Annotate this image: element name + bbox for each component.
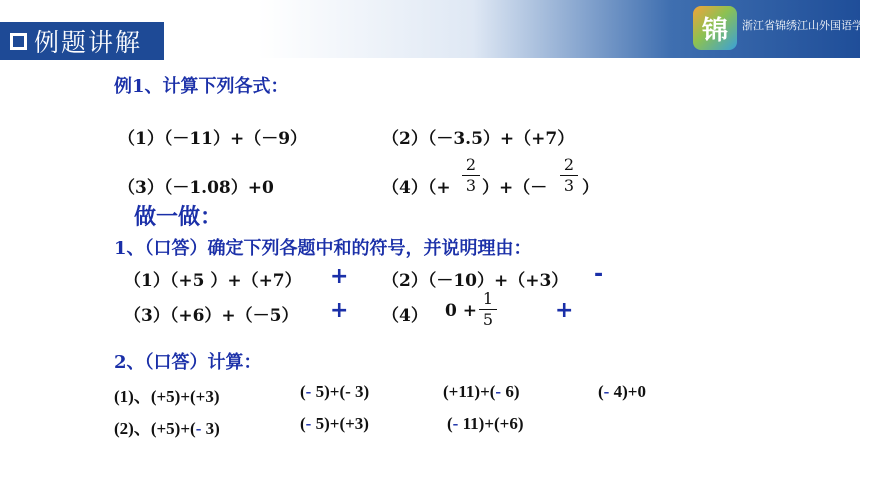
section-title xyxy=(0,22,164,60)
calc-text: 11)+(+6) xyxy=(458,414,524,433)
fraction-denominator: 3 xyxy=(465,176,477,195)
example1-heading: 例1、计算下列各式： xyxy=(114,76,289,97)
practice-heading: 做一做： xyxy=(134,204,223,230)
example1-problem-4-post: ） xyxy=(582,178,599,198)
school-name: 浙江省锦绣江山外国语学校 xyxy=(742,19,874,32)
calc-text: ( xyxy=(598,382,604,401)
fraction-denominator: 5 xyxy=(482,310,494,329)
sign-problem-3: （3）（+6）+（－5） xyxy=(124,306,299,326)
example1-problem-1: （1）（－11）+（－9） xyxy=(118,129,308,149)
minus-sign: - xyxy=(495,382,502,401)
school-logo-icon xyxy=(693,6,737,50)
calc-row2-col3 xyxy=(447,414,524,434)
square-bullet-icon xyxy=(10,33,27,50)
logo-glyph: 锦 xyxy=(701,15,728,46)
example1-problem-4-mid: ）+（－ xyxy=(482,178,548,198)
calc-text: 4)+0 xyxy=(609,382,646,401)
section-title-text: 例题讲解 xyxy=(34,28,143,57)
minus-sign: - xyxy=(305,382,312,401)
fraction-one-fifth xyxy=(479,290,497,329)
calc-row1-col1: (1)、(+5)+(+3) xyxy=(114,387,220,406)
calc-text: 6) xyxy=(501,382,520,401)
fraction-two-thirds xyxy=(462,156,480,195)
sign-problem-2: （2）（－10）+（+3） xyxy=(382,271,569,291)
calc-row1-col4 xyxy=(598,382,646,402)
calc-row1-col3 xyxy=(443,382,520,402)
example1-problem-2: （2）（－3.5）+（+7） xyxy=(382,129,575,149)
example1-problem-3: （3）（－1.08）+0 xyxy=(118,178,274,198)
sign-answer-2: - xyxy=(594,262,604,287)
header-banner xyxy=(0,0,874,58)
sign-problem-4-expr: 0 + xyxy=(445,301,477,321)
calc-text: ( xyxy=(447,414,453,433)
practice-question-2: 2、（口答）计算： xyxy=(114,352,262,373)
minus-sign: - xyxy=(452,414,459,433)
calc-text: (+11)+( xyxy=(443,382,496,401)
minus-sign: - xyxy=(603,382,610,401)
minus-sign: - xyxy=(195,419,202,438)
example1-problem-4-pre: （4）（+ xyxy=(382,178,451,198)
sign-problem-4: （4） xyxy=(382,306,428,326)
sign-answer-4: + xyxy=(555,298,574,323)
sign-problem-1: （1）（+5 ）+（+7） xyxy=(124,271,302,291)
calc-row2-col1 xyxy=(114,414,220,439)
calc-text: 5)+(+3) xyxy=(311,414,369,433)
fraction-numerator: 2 xyxy=(563,155,575,174)
calc-row2-col2 xyxy=(300,414,369,434)
minus-sign: - xyxy=(305,414,312,433)
sign-answer-3: + xyxy=(330,298,349,323)
calc-text: 3) xyxy=(201,419,220,438)
fraction-numerator: 2 xyxy=(465,155,477,174)
fraction-numerator: 1 xyxy=(482,289,494,308)
fraction-two-thirds-2 xyxy=(560,156,578,195)
practice-question-1: 1、（口答）确定下列各题中和的符号，并说明理由： xyxy=(114,238,532,259)
calc-text: ( xyxy=(300,414,306,433)
calc-text: 5)+(- 3) xyxy=(311,382,370,401)
fraction-denominator: 3 xyxy=(563,176,575,195)
sign-answer-1: + xyxy=(330,264,349,289)
calc-row1-col2: (- 5)+(- 3) xyxy=(300,382,370,401)
calc-text: (2)、(+5)+( xyxy=(114,419,196,438)
